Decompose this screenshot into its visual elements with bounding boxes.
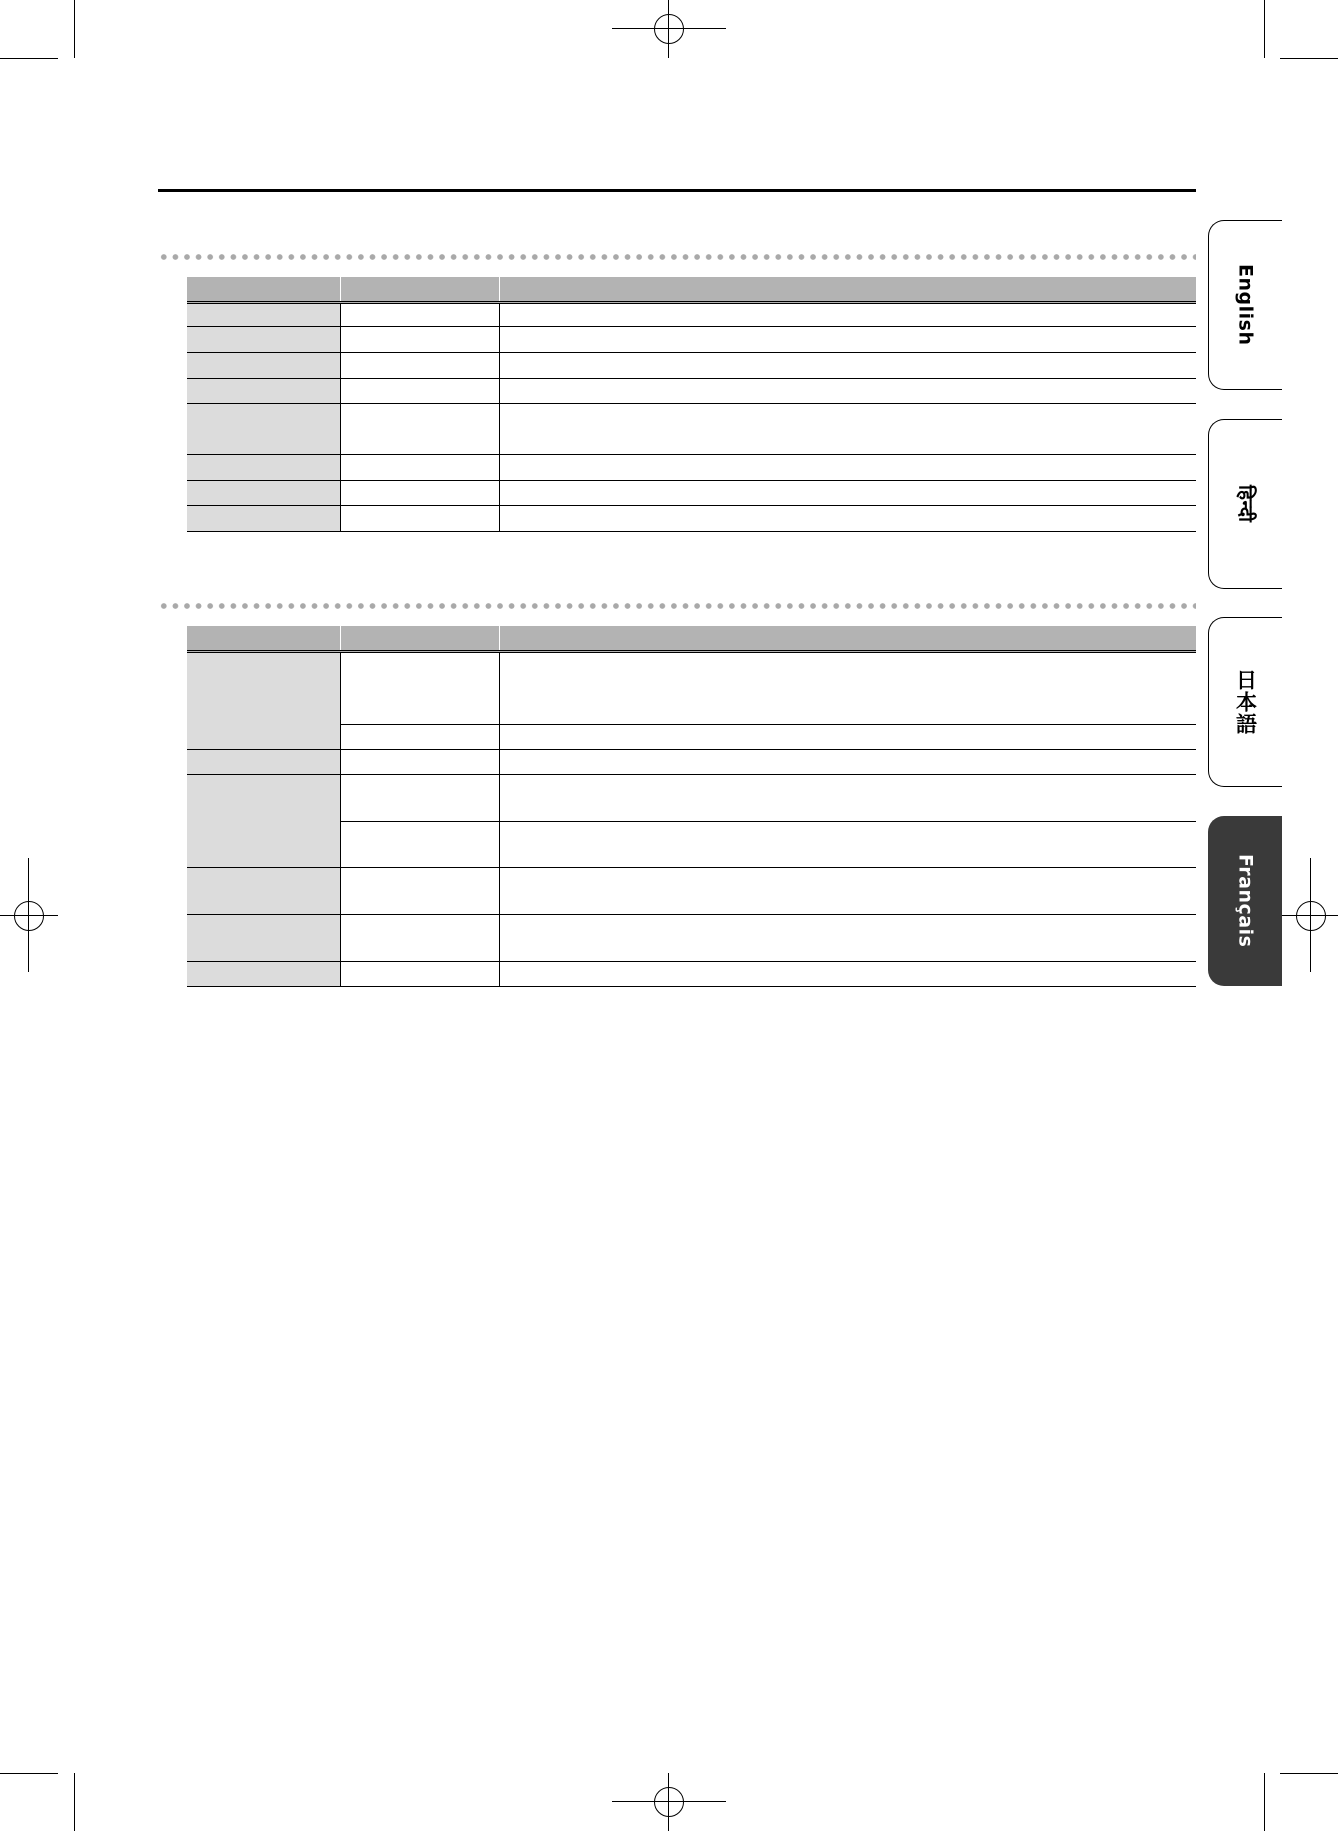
table-row [187,652,1196,725]
table-row [187,455,1196,481]
tab-japanese[interactable] [1208,617,1282,787]
tab-english[interactable] [1208,220,1282,390]
table-row [187,506,1196,532]
top-rule [158,189,1196,192]
tab-label: 日本語 [1233,669,1258,735]
table-header [187,626,1196,652]
table-row [187,868,1196,915]
table-row [187,379,1196,404]
dotted-divider-1 [158,253,1196,261]
table-row [187,750,1196,775]
table-header [187,277,1196,303]
table-row [187,775,1196,822]
tab-label: Français [1234,854,1257,948]
table-row [187,327,1196,353]
table-row [187,481,1196,506]
table-row [187,353,1196,379]
table-row [187,404,1196,455]
tab-label: English [1234,264,1257,346]
tab-francais[interactable] [1208,816,1282,986]
tab-label: हिन्दी [1234,485,1257,523]
table-row [187,303,1196,327]
tab-hindi[interactable] [1208,419,1282,589]
spec-table-2 [187,626,1196,987]
table-row [187,915,1196,962]
table-row [187,962,1196,987]
spec-table-1 [187,277,1196,532]
dotted-divider-2 [158,602,1196,610]
